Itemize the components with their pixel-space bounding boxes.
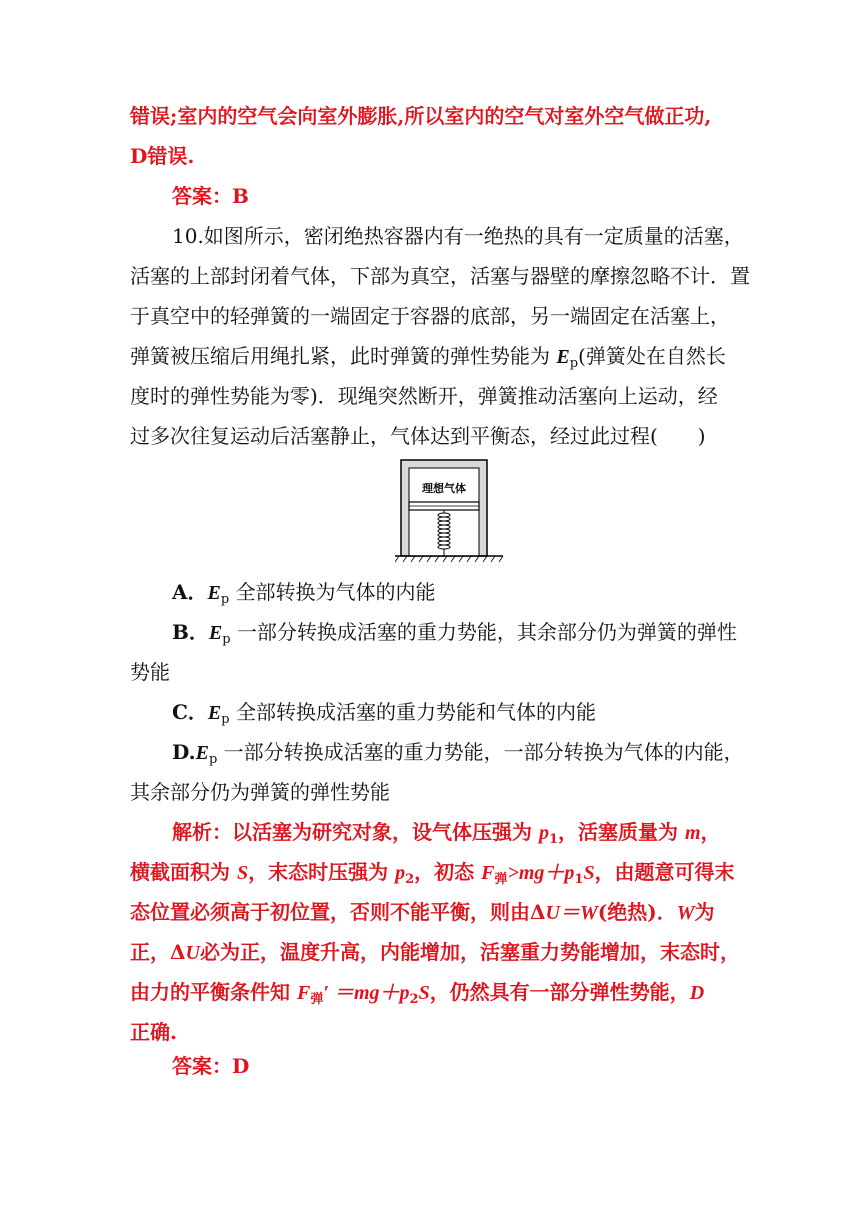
- container-diagram: [395, 458, 507, 566]
- answer-line: [172, 182, 782, 210]
- symbol-p-sub: p: [222, 632, 231, 647]
- symbol-E: E: [556, 346, 570, 368]
- analysis-text: 态位置必须高于初位置，否则不能平衡，则由Δ: [130, 900, 546, 924]
- text-span: 活塞的上部封闭着气体，下部为真空，活塞与器壁的摩擦忽略不计．置: [130, 264, 750, 288]
- option-text: 一部分转换成活塞的重力势能，一部分转换为气体的内能，: [223, 740, 744, 764]
- text-span: 10.如图所示，密闭绝热容器内有一绝热的具有一定质量的活塞，: [172, 224, 744, 248]
- var-expr: ＝W: [559, 902, 598, 924]
- symbol-E: E: [195, 742, 209, 764]
- option-text: 势能: [130, 660, 170, 684]
- analysis-text: 由力的平衡条件知: [130, 980, 297, 1004]
- answer-text: 答案：D: [172, 1054, 250, 1078]
- option-label: D.: [172, 740, 196, 764]
- option-text: 全部转换为气体的内能: [235, 580, 436, 604]
- answer-line: [172, 1052, 782, 1080]
- var-p: p: [538, 822, 549, 844]
- text-line: [130, 102, 740, 130]
- var-S: S: [583, 862, 595, 884]
- analysis-line: [130, 978, 740, 1007]
- var-sub: 弹: [494, 872, 508, 887]
- question-line: [130, 342, 740, 371]
- analysis-text: 正确.: [130, 1020, 177, 1044]
- var-sub: 2: [409, 992, 419, 1007]
- option-b-cont: [130, 658, 740, 686]
- symbol-E: E: [208, 622, 223, 644]
- var-S: S: [236, 862, 249, 884]
- option-label: C．: [172, 700, 208, 724]
- text-line: [130, 142, 740, 170]
- var-U: U: [185, 942, 200, 964]
- var-sub: 1: [574, 872, 584, 887]
- question-line: [130, 422, 740, 450]
- option-d: [172, 738, 782, 767]
- text-span: 错误;室内的空气会向室外膨胀,所以室内的空气对室外空气做正功,: [130, 104, 712, 128]
- var-F: F: [481, 862, 495, 884]
- symbol-p-sub: p: [208, 752, 218, 767]
- text-span: 弹簧被压缩后用绳扎紧，此时弹簧的弹性势能为: [130, 344, 557, 368]
- option-text: 其余部分仍为弹簧的弹性势能: [130, 780, 390, 804]
- analysis-line: [172, 818, 782, 847]
- answer-text: 答案：B: [172, 184, 249, 208]
- symbol-E: E: [207, 702, 222, 724]
- text-span: 过多次往复运动后活塞静止，气体达到平衡态，经过此过程( ): [130, 424, 706, 448]
- analysis-text: 必为正，温度升高，内能增加，活塞重力势能增加，末态时，: [199, 940, 740, 964]
- analysis-line: [130, 938, 740, 967]
- var-D: D: [689, 982, 705, 1004]
- var-expr: ′ ＝mg＋p: [323, 982, 410, 1004]
- question-line: [130, 382, 740, 410]
- analysis-line: [130, 858, 740, 887]
- option-text: 全部转换成活塞的重力势能和气体的内能: [235, 700, 596, 724]
- option-label: A．: [172, 580, 208, 604]
- var-sub: 弹: [310, 992, 324, 1007]
- analysis-line: [130, 898, 740, 927]
- text-span: (弹簧处在自然长: [578, 344, 726, 368]
- analysis-text: 横截面积为: [130, 860, 237, 884]
- text-span: D错误.: [130, 144, 195, 168]
- analysis-line: [130, 1018, 740, 1046]
- gas-label: 理想气体: [422, 482, 466, 495]
- symbol-p-sub: p: [569, 356, 579, 371]
- var-S: S: [418, 982, 430, 1004]
- analysis-text: ，初态: [414, 860, 482, 884]
- comma: ，: [700, 820, 721, 844]
- var-m: m: [684, 822, 701, 844]
- symbol-p-sub: p: [220, 592, 230, 607]
- option-d-cont: [130, 778, 740, 806]
- analysis-text: ，活塞质量为: [558, 820, 685, 844]
- text-span: 度时的弹性势能为零)．现绳突然断开，弹簧推动活塞向上运动，经: [130, 384, 718, 408]
- var-sub: 2: [405, 872, 415, 887]
- analysis-text: (绝热)．: [597, 900, 677, 924]
- option-a: [172, 578, 782, 607]
- option-c: [172, 698, 782, 727]
- ground-hatch: [395, 556, 503, 562]
- question-line: [130, 262, 750, 290]
- symbol-p-sub: p: [221, 712, 230, 727]
- var-p: p: [395, 862, 406, 884]
- var-U: U: [545, 902, 560, 924]
- var-W: W: [676, 902, 695, 924]
- option-text: 一部分转换成活塞的重力势能，其余部分仍为弹簧的弹性: [236, 620, 737, 644]
- analysis-text: 解析：以活塞为研究对象，设气体压强为: [172, 820, 539, 844]
- analysis-text: ，由题意可得末: [594, 860, 735, 884]
- var-expr: >mg＋p: [507, 862, 575, 884]
- option-b: [172, 618, 782, 647]
- question-line: [130, 302, 740, 330]
- analysis-text: ，末态时压强为: [248, 860, 396, 884]
- var-sub: 1: [548, 832, 559, 847]
- option-label: B．: [172, 620, 209, 644]
- symbol-E: E: [207, 582, 221, 604]
- text-span: 于真空中的轻弹簧的一端固定于容器的底部，另一端固定在活塞上，: [130, 304, 730, 328]
- container-diagram-svg: [395, 458, 507, 566]
- analysis-text: 正，Δ: [130, 940, 186, 964]
- analysis-text: 为: [694, 900, 715, 924]
- question-line: [172, 222, 782, 250]
- analysis-text: ，仍然具有一部分弹性势能，: [429, 980, 690, 1004]
- var-F: F: [296, 982, 311, 1004]
